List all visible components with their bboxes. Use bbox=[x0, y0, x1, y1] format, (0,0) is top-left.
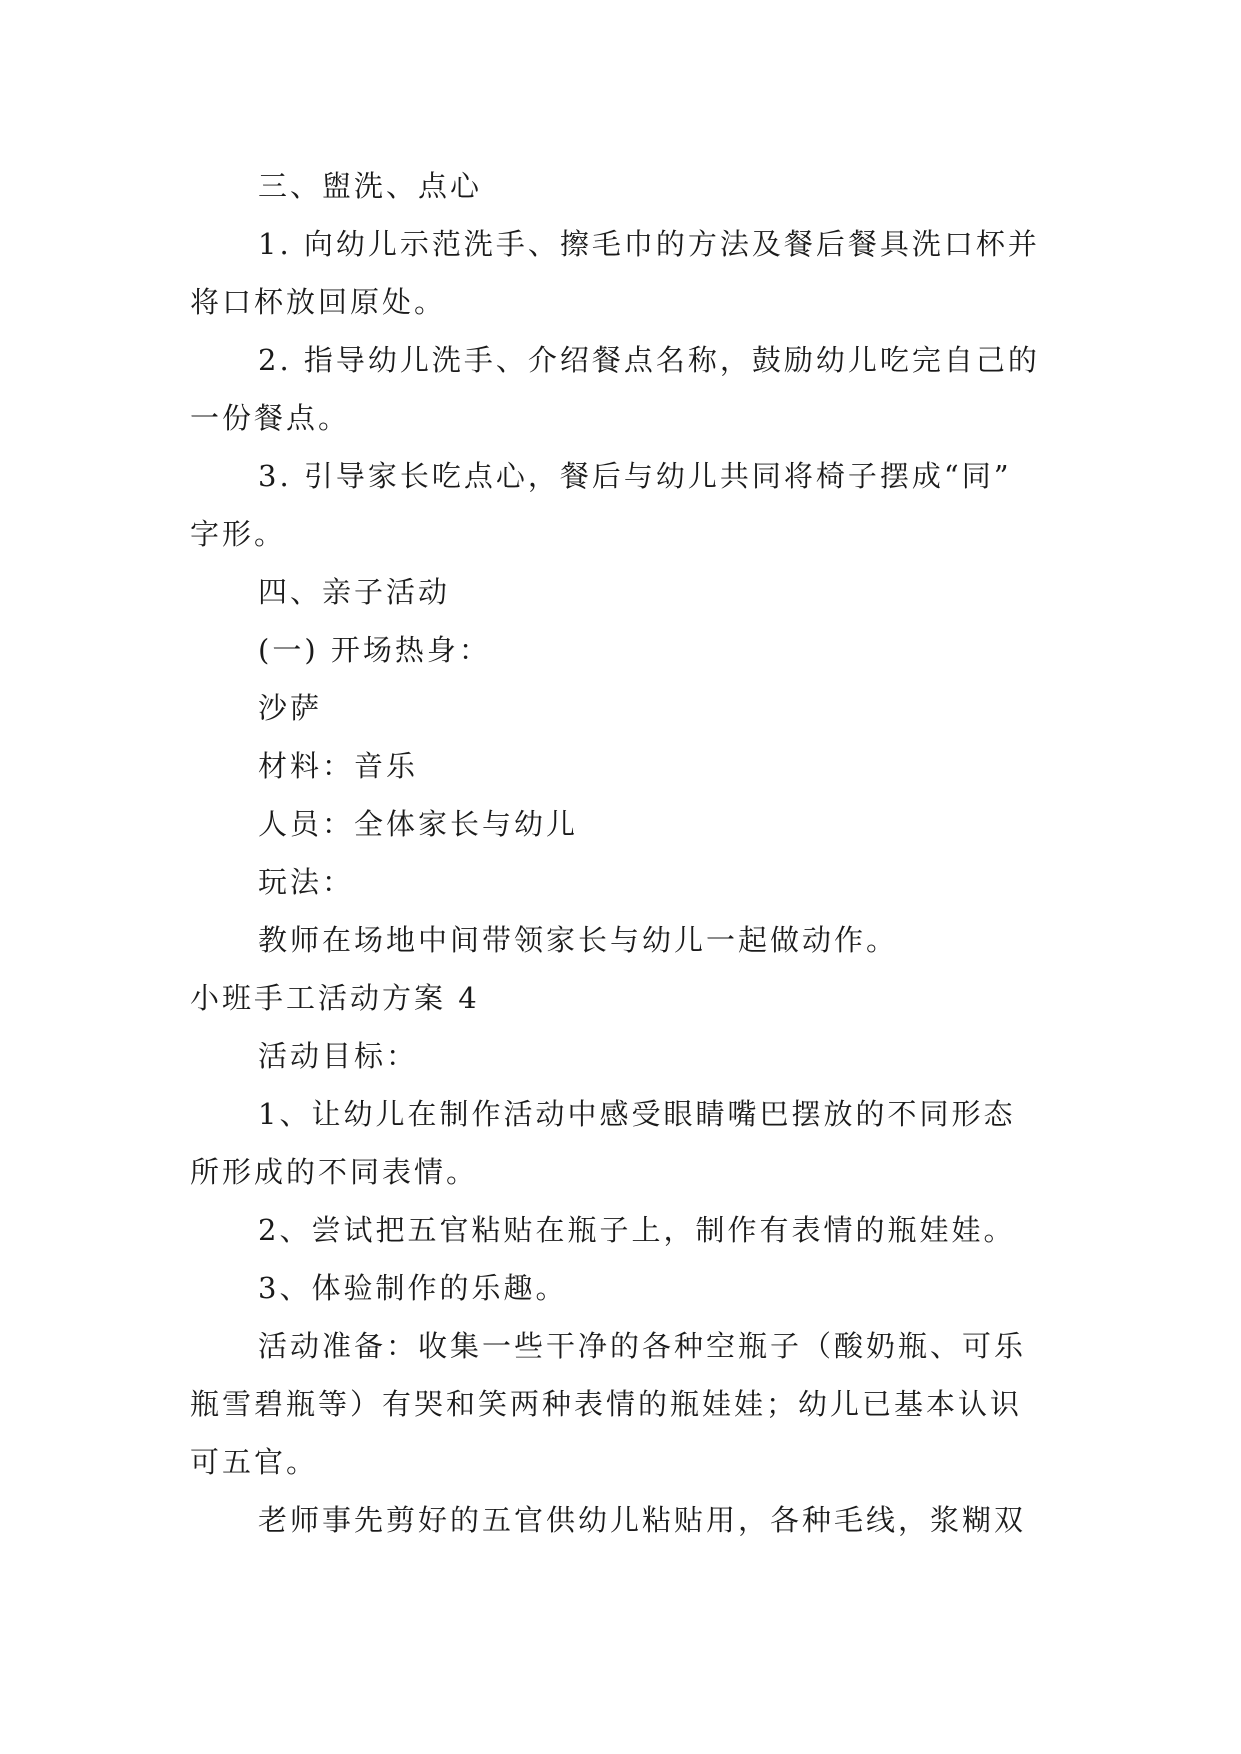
preparation-line: 活动准备：收集一些干净的各种空瓶子（酸奶瓶、可乐 bbox=[258, 1329, 1027, 1363]
participants-line: 人员：全体家长与幼儿 bbox=[258, 807, 579, 841]
plan-title: 小班手工活动方案 4 bbox=[190, 981, 480, 1015]
paragraph-line: 所形成的不同表情。 bbox=[190, 1155, 479, 1189]
paragraph-line: 将口杯放回原处。 bbox=[190, 285, 447, 319]
paragraph-line: 沙萨 bbox=[258, 691, 323, 725]
materials-line: 材料：音乐 bbox=[258, 749, 419, 783]
section-heading-parent-child: 四、亲子活动 bbox=[258, 575, 451, 609]
paragraph-line: 字形。 bbox=[190, 517, 287, 551]
paragraph-line: 3. 引导家长吃点心，餐后与幼儿共同将椅子摆成“同” bbox=[258, 459, 1012, 493]
paragraph-line: 1. 向幼儿示范洗手、擦毛巾的方法及餐后餐具洗口杯并 bbox=[258, 227, 1040, 261]
how-to-play-label: 玩法： bbox=[258, 865, 355, 899]
subsection-heading-warmup: (一) 开场热身： bbox=[258, 633, 491, 667]
paragraph-line: 老师事先剪好的五官供幼儿粘贴用，各种毛线，浆糊双 bbox=[258, 1503, 1027, 1537]
goals-heading: 活动目标： bbox=[258, 1039, 419, 1073]
section-heading-washing-snack: 三、盥洗、点心 bbox=[258, 169, 483, 203]
paragraph-line: 3、体验制作的乐趣。 bbox=[258, 1271, 568, 1305]
paragraph-line: 2. 指导幼儿洗手、介绍餐点名称，鼓励幼儿吃完自己的 bbox=[258, 343, 1040, 377]
paragraph-line: 1、让幼儿在制作活动中感受眼睛嘴巴摆放的不同形态 bbox=[258, 1097, 1016, 1131]
paragraph-line: 瓶雪碧瓶等）有哭和笑两种表情的瓶娃娃；幼儿已基本认识 bbox=[190, 1387, 1023, 1421]
paragraph-line: 一份餐点。 bbox=[190, 401, 351, 435]
paragraph-line: 教师在场地中间带领家长与幼儿一起做动作。 bbox=[258, 923, 899, 957]
paragraph-line: 可五官。 bbox=[190, 1445, 319, 1479]
paragraph-line: 2、尝试把五官粘贴在瓶子上，制作有表情的瓶娃娃。 bbox=[258, 1213, 1016, 1247]
